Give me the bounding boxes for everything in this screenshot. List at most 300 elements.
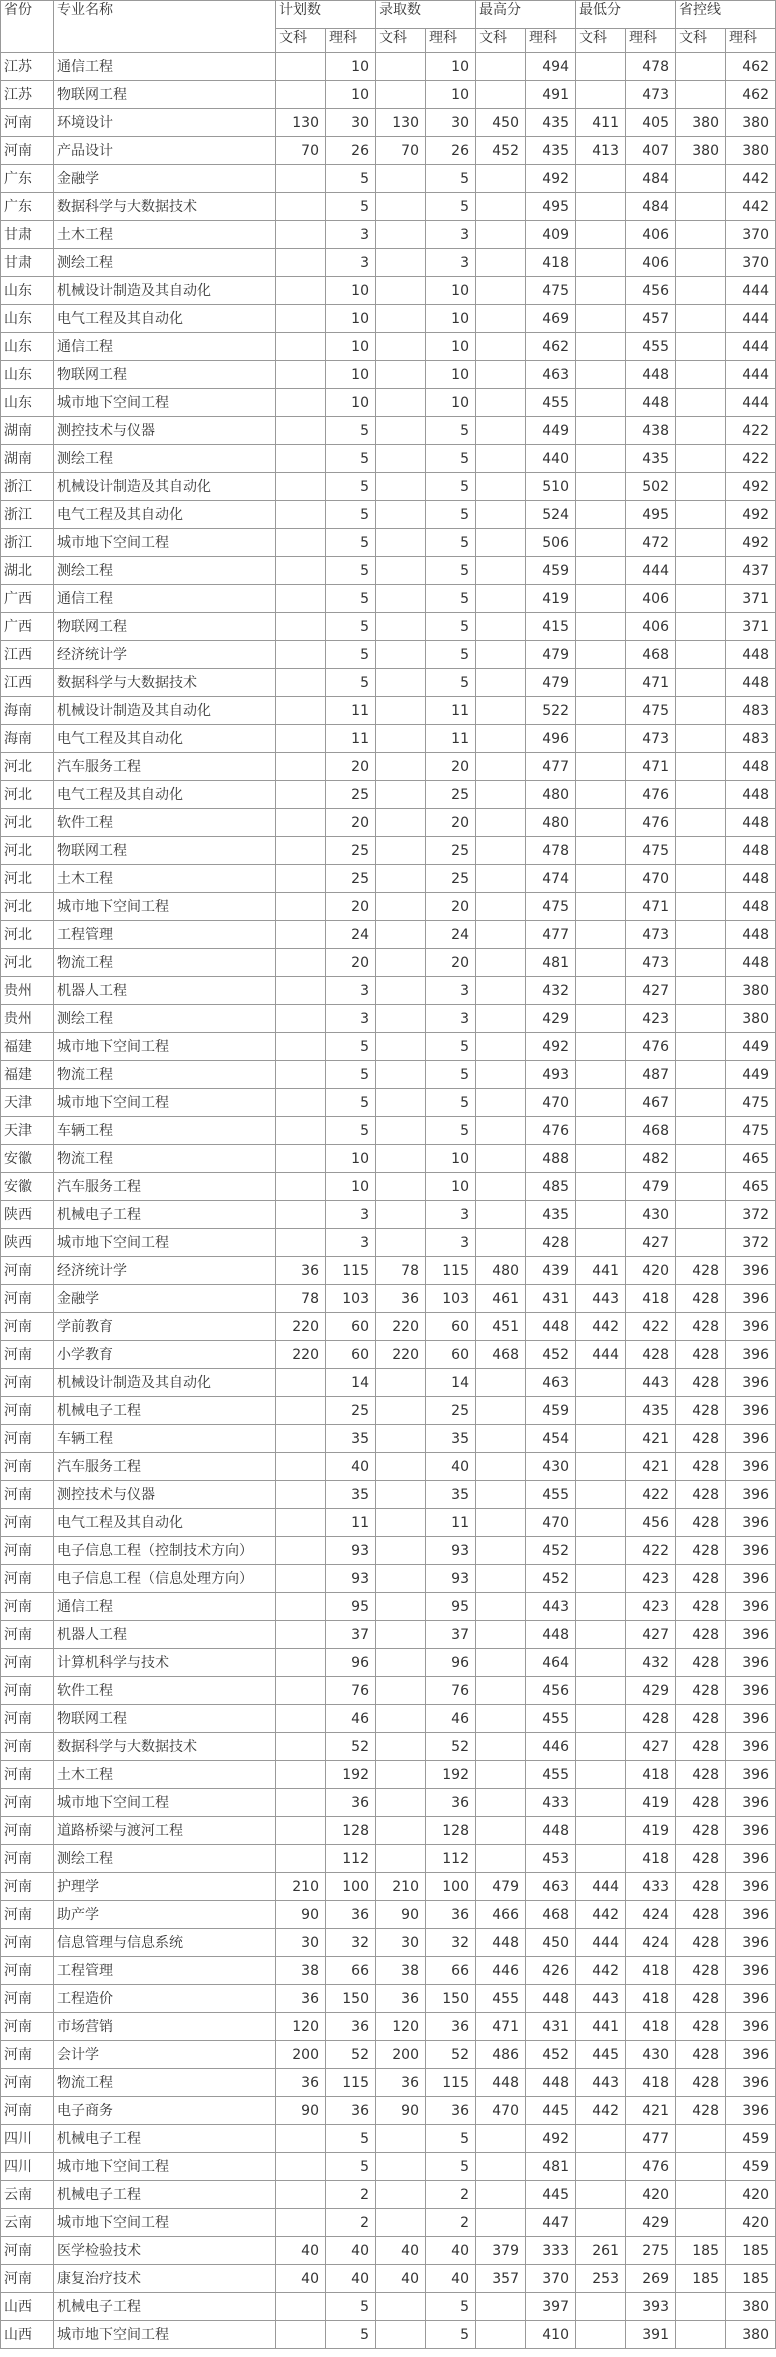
cell-admit-wen: 78 [376, 1257, 426, 1285]
cell-plan-wen [276, 557, 326, 585]
subheader-wen: 文科 [476, 29, 526, 53]
cell-major: 医学检验技术 [54, 2237, 276, 2265]
cell-max-li: 524 [526, 501, 576, 529]
table-row [1, 1425, 776, 1453]
cell-min-li: 443 [626, 1369, 676, 1397]
cell-control-wen [676, 2293, 726, 2321]
cell-control-wen: 185 [676, 2265, 726, 2293]
cell-admit-wen [376, 1117, 426, 1145]
cell-admit-wen: 220 [376, 1313, 426, 1341]
cell-admit-li: 150 [426, 1985, 476, 2013]
cell-plan-li: 20 [326, 753, 376, 781]
cell-province: 山东 [1, 305, 54, 333]
cell-min-li: 456 [626, 277, 676, 305]
cell-plan-li: 60 [326, 1341, 376, 1369]
cell-min-wen: 442 [576, 1901, 626, 1929]
cell-min-li: 432 [626, 1649, 676, 1677]
cell-control-li: 483 [726, 697, 776, 725]
cell-major: 金融学 [54, 165, 276, 193]
cell-min-li: 422 [626, 1481, 676, 1509]
cell-min-wen [576, 2125, 626, 2153]
table-row [1, 389, 776, 417]
cell-max-li: 431 [526, 2013, 576, 2041]
cell-min-wen: 445 [576, 2041, 626, 2069]
cell-max-li: 488 [526, 1145, 576, 1173]
cell-plan-wen: 200 [276, 2041, 326, 2069]
cell-major: 电气工程及其自动化 [54, 725, 276, 753]
cell-max-wen [476, 1229, 526, 1257]
cell-admit-wen [376, 669, 426, 697]
cell-plan-li: 115 [326, 2069, 376, 2097]
cell-plan-li: 36 [326, 1901, 376, 1929]
cell-min-li: 422 [626, 1537, 676, 1565]
table-row [1, 2293, 776, 2321]
table-row [1, 417, 776, 445]
cell-min-li: 420 [626, 1257, 676, 1285]
cell-major: 土木工程 [54, 221, 276, 249]
cell-admit-wen [376, 1677, 426, 1705]
cell-min-li: 455 [626, 333, 676, 361]
cell-province: 河南 [1, 2013, 54, 2041]
cell-major: 汽车服务工程 [54, 753, 276, 781]
cell-max-wen [476, 585, 526, 613]
cell-control-wen [676, 921, 726, 949]
cell-plan-li: 192 [326, 1761, 376, 1789]
cell-control-li: 396 [726, 1369, 776, 1397]
cell-control-li: 372 [726, 1229, 776, 1257]
table-row [1, 109, 776, 137]
cell-max-wen [476, 1005, 526, 1033]
cell-control-li: 422 [726, 445, 776, 473]
cell-admit-wen [376, 1145, 426, 1173]
cell-control-li: 396 [726, 1901, 776, 1929]
cell-max-li: 477 [526, 753, 576, 781]
cell-admit-li: 5 [426, 165, 476, 193]
cell-major: 测控技术与仪器 [54, 417, 276, 445]
table-row [1, 809, 776, 837]
cell-control-wen [676, 2125, 726, 2153]
header-major: 专业名称 [54, 1, 276, 53]
cell-max-li: 476 [526, 1117, 576, 1145]
cell-major: 车辆工程 [54, 1425, 276, 1453]
cell-plan-li: 11 [326, 725, 376, 753]
cell-province: 甘肃 [1, 221, 54, 249]
cell-control-wen: 428 [676, 1509, 726, 1537]
cell-major: 城市地下空间工程 [54, 1033, 276, 1061]
cell-province: 河南 [1, 1537, 54, 1565]
cell-plan-wen: 120 [276, 2013, 326, 2041]
cell-plan-li: 40 [326, 2237, 376, 2265]
cell-min-wen [576, 1845, 626, 1873]
cell-control-li: 448 [726, 949, 776, 977]
cell-plan-wen [276, 389, 326, 417]
cell-admit-wen [376, 81, 426, 109]
cell-max-wen [476, 1145, 526, 1173]
cell-admit-wen [376, 641, 426, 669]
cell-control-li: 396 [726, 1929, 776, 1957]
cell-plan-wen [276, 361, 326, 389]
cell-min-li: 418 [626, 1285, 676, 1313]
cell-min-li: 418 [626, 1845, 676, 1873]
cell-plan-li: 11 [326, 1509, 376, 1537]
cell-admit-wen [376, 389, 426, 417]
cell-major: 土木工程 [54, 1761, 276, 1789]
cell-province: 云南 [1, 2181, 54, 2209]
cell-plan-li: 26 [326, 137, 376, 165]
cell-min-wen [576, 445, 626, 473]
cell-max-li: 492 [526, 1033, 576, 1061]
cell-control-li: 380 [726, 2321, 776, 2349]
cell-admit-li: 10 [426, 333, 476, 361]
cell-min-li: 438 [626, 417, 676, 445]
cell-max-wen [476, 781, 526, 809]
cell-max-wen [476, 529, 526, 557]
cell-plan-wen: 38 [276, 1957, 326, 1985]
cell-control-wen [676, 1173, 726, 1201]
cell-max-li: 455 [526, 1705, 576, 1733]
cell-control-wen [676, 249, 726, 277]
cell-admit-li: 5 [426, 501, 476, 529]
cell-min-wen: 442 [576, 1957, 626, 1985]
cell-plan-li: 25 [326, 1397, 376, 1425]
cell-control-wen [676, 389, 726, 417]
cell-min-wen [576, 1537, 626, 1565]
cell-max-li: 459 [526, 1397, 576, 1425]
cell-min-li: 423 [626, 1593, 676, 1621]
cell-admit-li: 20 [426, 753, 476, 781]
cell-admit-wen [376, 1537, 426, 1565]
cell-control-wen: 428 [676, 1929, 726, 1957]
cell-admit-wen: 220 [376, 1341, 426, 1369]
cell-max-wen [476, 697, 526, 725]
cell-province: 四川 [1, 2153, 54, 2181]
cell-control-li: 448 [726, 921, 776, 949]
cell-control-li: 380 [726, 2293, 776, 2321]
cell-max-wen [476, 1817, 526, 1845]
cell-min-wen [576, 1621, 626, 1649]
cell-min-li: 418 [626, 1985, 676, 2013]
cell-max-li: 454 [526, 1425, 576, 1453]
cell-major: 土木工程 [54, 865, 276, 893]
cell-min-li: 427 [626, 1733, 676, 1761]
cell-admit-li: 5 [426, 2153, 476, 2181]
cell-min-wen [576, 697, 626, 725]
cell-control-li: 444 [726, 305, 776, 333]
cell-plan-wen: 78 [276, 1285, 326, 1313]
cell-min-wen [576, 1509, 626, 1537]
cell-max-li: 480 [526, 809, 576, 837]
cell-admit-wen [376, 53, 426, 81]
cell-province: 河北 [1, 893, 54, 921]
cell-major: 城市地下空间工程 [54, 2209, 276, 2237]
cell-major: 电气工程及其自动化 [54, 501, 276, 529]
table-row [1, 977, 776, 1005]
cell-province: 河南 [1, 1453, 54, 1481]
cell-max-wen [476, 1033, 526, 1061]
cell-min-wen [576, 641, 626, 669]
cell-max-li: 448 [526, 1985, 576, 2013]
cell-min-li: 476 [626, 781, 676, 809]
cell-control-li: 396 [726, 1705, 776, 1733]
cell-max-li: 452 [526, 1537, 576, 1565]
cell-control-wen: 428 [676, 1397, 726, 1425]
cell-admit-li: 20 [426, 949, 476, 977]
cell-min-wen [576, 2293, 626, 2321]
cell-plan-li: 115 [326, 1257, 376, 1285]
cell-admit-wen [376, 1033, 426, 1061]
header-control: 省控线 [676, 1, 776, 29]
header-plan: 计划数 [276, 1, 376, 29]
cell-max-wen: 480 [476, 1257, 526, 1285]
cell-control-wen [676, 501, 726, 529]
cell-max-li: 452 [526, 2041, 576, 2069]
cell-max-li: 478 [526, 837, 576, 865]
cell-control-wen: 428 [676, 1845, 726, 1873]
cell-plan-li: 150 [326, 1985, 376, 2013]
cell-control-wen: 428 [676, 2041, 726, 2069]
cell-admit-wen [376, 809, 426, 837]
cell-plan-wen [276, 1061, 326, 1089]
cell-admit-wen [376, 865, 426, 893]
cell-plan-li: 5 [326, 1033, 376, 1061]
cell-control-wen [676, 753, 726, 781]
cell-plan-wen [276, 221, 326, 249]
cell-plan-li: 100 [326, 1873, 376, 1901]
cell-plan-li: 10 [326, 333, 376, 361]
cell-control-li: 396 [726, 1537, 776, 1565]
cell-control-li: 396 [726, 1341, 776, 1369]
cell-plan-wen: 70 [276, 137, 326, 165]
cell-plan-wen [276, 921, 326, 949]
cell-max-wen: 450 [476, 109, 526, 137]
cell-control-wen [676, 809, 726, 837]
cell-control-li: 396 [726, 1957, 776, 1985]
cell-admit-li: 103 [426, 1285, 476, 1313]
cell-min-wen [576, 1173, 626, 1201]
table-body [1, 53, 776, 2349]
cell-control-li: 448 [726, 893, 776, 921]
cell-max-wen [476, 1537, 526, 1565]
cell-admit-wen: 40 [376, 2265, 426, 2293]
table-row [1, 81, 776, 109]
cell-plan-wen [276, 305, 326, 333]
cell-max-wen [476, 977, 526, 1005]
cell-min-wen [576, 1453, 626, 1481]
cell-min-wen [576, 473, 626, 501]
cell-province: 广东 [1, 165, 54, 193]
cell-plan-li: 93 [326, 1565, 376, 1593]
cell-major: 城市地下空间工程 [54, 1089, 276, 1117]
cell-max-wen [476, 277, 526, 305]
cell-admit-li: 30 [426, 109, 476, 137]
cell-max-li: 477 [526, 921, 576, 949]
cell-control-wen [676, 445, 726, 473]
cell-admit-li: 5 [426, 641, 476, 669]
cell-max-wen [476, 1649, 526, 1677]
cell-min-wen: 442 [576, 1313, 626, 1341]
cell-control-li: 492 [726, 529, 776, 557]
cell-control-wen [676, 893, 726, 921]
cell-admit-wen: 36 [376, 2069, 426, 2097]
header-admit: 录取数 [376, 1, 476, 29]
cell-control-li: 442 [726, 165, 776, 193]
cell-plan-wen [276, 809, 326, 837]
cell-control-wen: 428 [676, 1341, 726, 1369]
cell-max-li: 435 [526, 137, 576, 165]
cell-admit-li: 11 [426, 697, 476, 725]
cell-control-wen [676, 949, 726, 977]
table-row [1, 1313, 776, 1341]
cell-min-li: 419 [626, 1817, 676, 1845]
cell-admit-wen [376, 613, 426, 641]
cell-plan-li: 10 [326, 53, 376, 81]
cell-control-wen [676, 1033, 726, 1061]
table-row [1, 2265, 776, 2293]
cell-province: 河南 [1, 1733, 54, 1761]
cell-control-li: 396 [726, 1677, 776, 1705]
cell-min-wen [576, 1425, 626, 1453]
cell-plan-wen [276, 1033, 326, 1061]
cell-min-li: 429 [626, 2209, 676, 2237]
cell-plan-wen [276, 977, 326, 1005]
cell-control-wen [676, 2181, 726, 2209]
cell-control-li: 396 [726, 1761, 776, 1789]
cell-plan-wen [276, 1509, 326, 1537]
cell-max-li: 449 [526, 417, 576, 445]
cell-plan-wen [276, 1705, 326, 1733]
cell-plan-wen [276, 1649, 326, 1677]
cell-plan-wen [276, 2125, 326, 2153]
cell-max-wen [476, 1397, 526, 1425]
cell-plan-wen [276, 1425, 326, 1453]
cell-admit-li: 46 [426, 1705, 476, 1733]
cell-admit-wen [376, 1425, 426, 1453]
subheader-wen: 文科 [276, 29, 326, 53]
cell-major: 经济统计学 [54, 1257, 276, 1285]
cell-max-wen [476, 1761, 526, 1789]
cell-admit-wen [376, 1733, 426, 1761]
cell-admit-li: 5 [426, 1089, 476, 1117]
cell-admit-li: 11 [426, 725, 476, 753]
cell-plan-wen: 90 [276, 1901, 326, 1929]
table-row [1, 1229, 776, 1257]
cell-plan-wen [276, 1481, 326, 1509]
cell-plan-li: 5 [326, 557, 376, 585]
cell-major: 护理学 [54, 1873, 276, 1901]
cell-control-li: 437 [726, 557, 776, 585]
cell-admit-li: 10 [426, 53, 476, 81]
cell-admit-li: 3 [426, 249, 476, 277]
cell-control-wen [676, 361, 726, 389]
cell-max-li: 397 [526, 2293, 576, 2321]
cell-plan-li: 52 [326, 2041, 376, 2069]
cell-max-wen: 446 [476, 1957, 526, 1985]
cell-admit-li: 37 [426, 1621, 476, 1649]
table-row [1, 1817, 776, 1845]
cell-plan-wen [276, 641, 326, 669]
cell-control-li: 448 [726, 781, 776, 809]
cell-major: 测绘工程 [54, 249, 276, 277]
cell-max-wen [476, 2321, 526, 2349]
cell-min-li: 475 [626, 837, 676, 865]
cell-max-wen [476, 1117, 526, 1145]
cell-min-wen [576, 277, 626, 305]
cell-control-wen [676, 585, 726, 613]
cell-min-wen: 261 [576, 2237, 626, 2265]
cell-min-wen [576, 1117, 626, 1145]
table-row [1, 1397, 776, 1425]
cell-plan-li: 5 [326, 417, 376, 445]
cell-admit-li: 3 [426, 221, 476, 249]
cell-admit-li: 128 [426, 1817, 476, 1845]
cell-province: 河南 [1, 1985, 54, 2013]
cell-plan-wen [276, 333, 326, 361]
table-row [1, 1453, 776, 1481]
cell-min-wen [576, 1481, 626, 1509]
cell-min-li: 476 [626, 2153, 676, 2181]
cell-min-wen [576, 1397, 626, 1425]
cell-min-wen [576, 81, 626, 109]
cell-plan-wen [276, 249, 326, 277]
cell-admit-li: 20 [426, 809, 476, 837]
cell-max-li: 419 [526, 585, 576, 613]
table-row [1, 1873, 776, 1901]
cell-min-li: 456 [626, 1509, 676, 1537]
cell-control-wen [676, 1061, 726, 1089]
cell-control-wen [676, 1229, 726, 1257]
cell-admit-li: 2 [426, 2209, 476, 2237]
cell-min-li: 473 [626, 81, 676, 109]
cell-max-wen [476, 193, 526, 221]
cell-max-wen: 452 [476, 137, 526, 165]
table-row [1, 529, 776, 557]
cell-plan-li: 3 [326, 249, 376, 277]
cell-min-wen [576, 753, 626, 781]
cell-plan-wen [276, 473, 326, 501]
cell-max-li: 410 [526, 2321, 576, 2349]
cell-admit-li: 93 [426, 1565, 476, 1593]
cell-province: 海南 [1, 697, 54, 725]
cell-province: 湖南 [1, 417, 54, 445]
table-row [1, 1789, 776, 1817]
cell-min-wen: 253 [576, 2265, 626, 2293]
cell-max-li: 496 [526, 725, 576, 753]
cell-major: 工程管理 [54, 921, 276, 949]
cell-max-wen [476, 669, 526, 697]
cell-max-li: 459 [526, 557, 576, 585]
cell-province: 广西 [1, 585, 54, 613]
cell-major: 汽车服务工程 [54, 1173, 276, 1201]
cell-admit-li: 5 [426, 1061, 476, 1089]
cell-min-wen [576, 2321, 626, 2349]
cell-plan-li: 46 [326, 1705, 376, 1733]
cell-major: 机器人工程 [54, 977, 276, 1005]
cell-admit-li: 60 [426, 1341, 476, 1369]
cell-province: 山东 [1, 389, 54, 417]
cell-admit-wen [376, 837, 426, 865]
cell-plan-wen [276, 53, 326, 81]
cell-plan-li: 10 [326, 1173, 376, 1201]
cell-control-wen: 428 [676, 1761, 726, 1789]
cell-admit-li: 5 [426, 529, 476, 557]
cell-control-wen [676, 865, 726, 893]
cell-max-wen [476, 613, 526, 641]
cell-admit-wen [376, 781, 426, 809]
cell-max-li: 522 [526, 697, 576, 725]
table-row [1, 781, 776, 809]
table-row [1, 1257, 776, 1285]
cell-control-li: 475 [726, 1089, 776, 1117]
